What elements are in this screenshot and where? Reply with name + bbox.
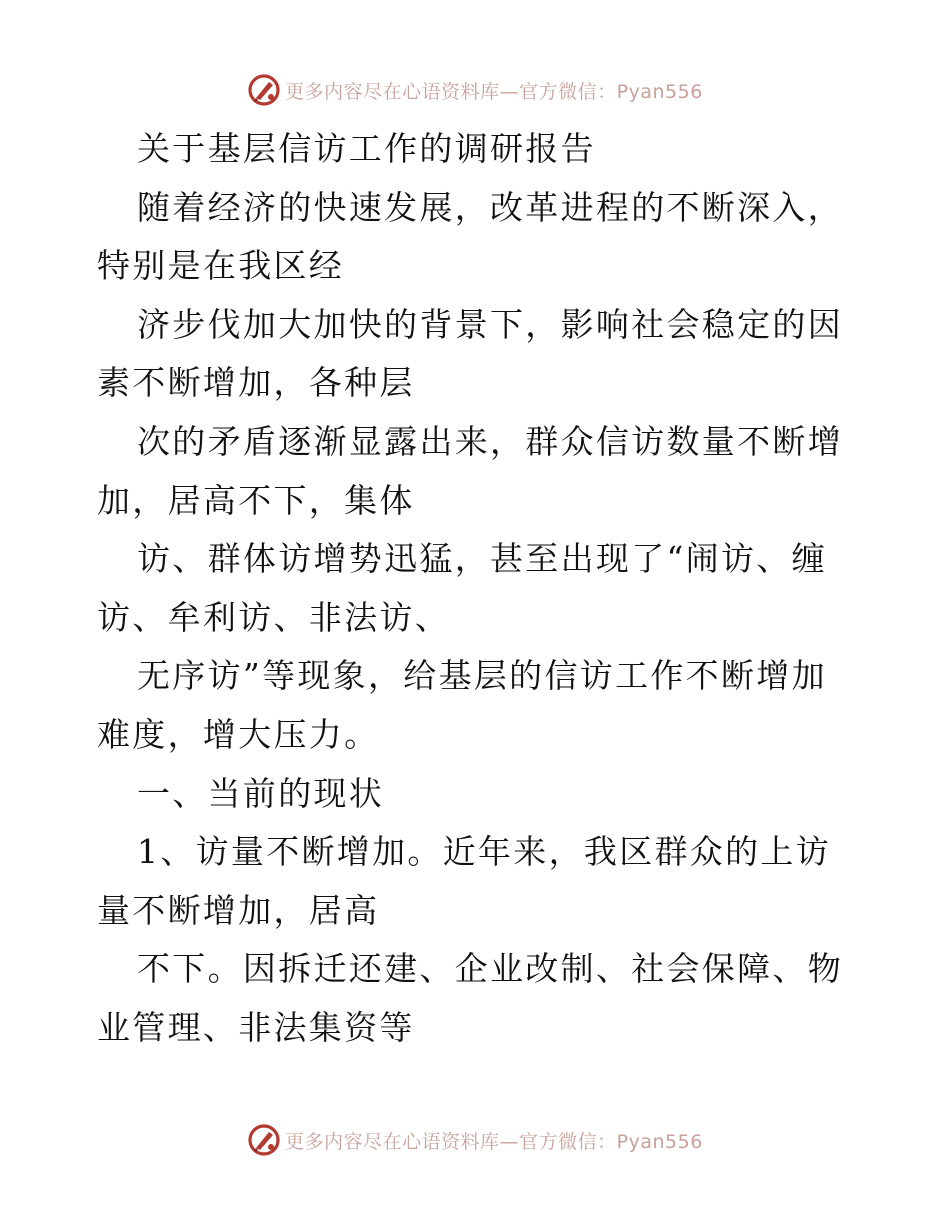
paragraph-line: 次的矛盾逐渐显露出来，群众信访数量不断增加，居高不下，集体 xyxy=(97,421,843,520)
section-heading: 一、当前的现状 xyxy=(137,773,385,813)
paragraph-line: 济步伐加大加快的背景下，影响社会稳定的因素不断增加，各种层 xyxy=(97,304,843,403)
watermark-text: 更多内容尽在心语资料库—官方微信：Pyan556 xyxy=(285,80,703,103)
document-body xyxy=(97,120,857,1058)
paragraph-line: 1、访量不断增加。近年来，我区群众的上访量不断增加，居高 xyxy=(97,832,831,930)
document-title: 关于基层信访工作的调研报告 xyxy=(137,129,596,168)
footer-watermark-banner xyxy=(0,1118,950,1162)
pen-seal-logo-icon xyxy=(247,73,281,107)
pen-seal-logo-icon xyxy=(247,1123,281,1157)
header-watermark-banner xyxy=(0,68,950,112)
watermark-text: 更多内容尽在心语资料库—官方微信：Pyan556 xyxy=(285,1130,703,1153)
paragraph-line: 不下。因拆迁还建、企业改制、社会保障、物业管理、非法集资等 xyxy=(97,949,843,1047)
paragraph-line: 无序访”等现象，给基层的信访工作不断增加难度，增大压力。 xyxy=(97,656,827,754)
paragraph-line: 随着经济的快速发展，改革进程的不断深入，特别是在我区经 xyxy=(97,187,843,286)
paragraph-line: 访、群体访增势迅猛，甚至出现了“闹访、缠访、牟利访、非法访、 xyxy=(97,539,827,637)
